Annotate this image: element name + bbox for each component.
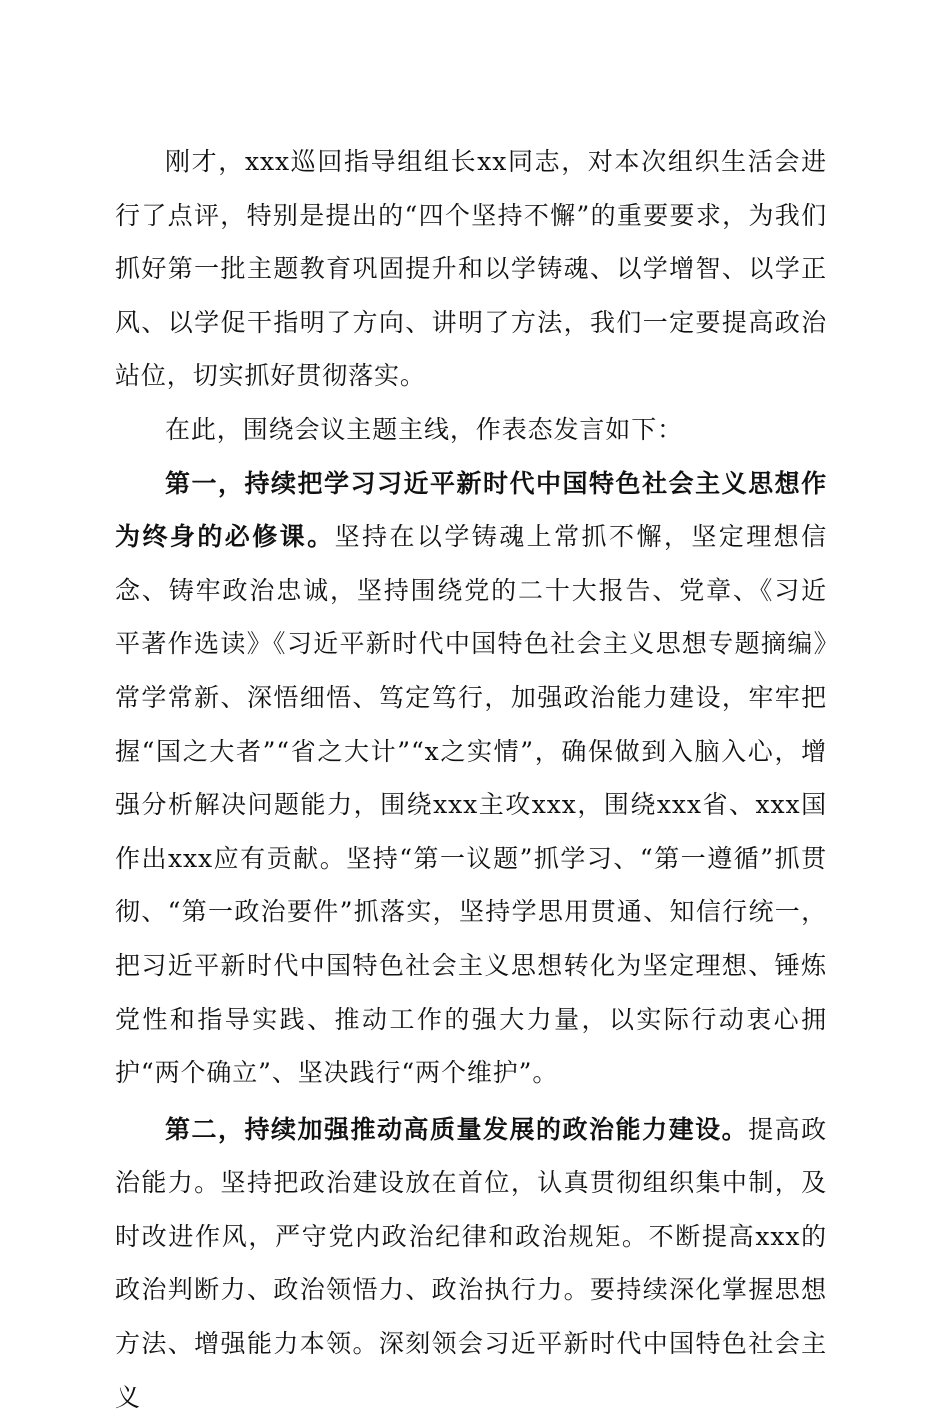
point-one-heading: 第一，持续把学习习近平新时代中国特色社会主义思想作为终身的必修课。 (115, 468, 827, 552)
paragraph-opening-text: 刚才，xxx巡回指导组组长xx同志，对本次组织生活会进行了点评，特别是提出的“四个坚持不懈”的重要要求，为我们抓好第一批主题教育巩固提升和以学铸魂、以学增智、以学正风、以学促干指明了方向、讲明了方法，我们一定要提高政治站位，切实抓好贯彻落实。 (115, 147, 827, 391)
point-two-heading: 第二，持续加强推动高质量发展的政治能力建设。 (165, 1114, 749, 1144)
paragraph-statement-intro-text: 在此，围绕会议主题主线，作表态发言如下： (165, 414, 684, 444)
document-body (115, 135, 827, 1424)
point-two-body: 提高政治能力。坚持把政治建设放在首位，认真贯彻组织集中制，及时改进作风，严守党内政治纪律和政治规矩。不断提高xxx的政治判断力、政治领悟力、政治执行力。要持续深化掌握思想方法、增强能力本领。深刻领会习近平新时代中国特色社会主义 (115, 1114, 828, 1412)
paragraph-opening (115, 135, 827, 403)
point-one-body: 坚持在以学铸魂上常抓不懈，坚定理想信念、铸牢政治忠诚，坚持围绕党的二十大报告、党章、《习近平著作选读》《习近平新时代中国特色社会主义思想专题摘编》常学常新、深悟细悟、笃定笃行，加强政治能力建设，牢牢把握“国之大者”“省之大计”“x之实情”，确保做到入脑入心，增强分析解决问题能力，围绕xxx主攻xxx，围绕xxx省、xxx国作出xxx应有贡献。坚持“第一议题”抓学习、“第一遵循”抓贯彻、“第一政治要件”抓落实，坚持学思用贯通、知信行统一，把习近平新时代中国特色社会主义思想转化为坚定理想、锤炼党性和指导实践、推动工作的强大力量，以实际行动衷心拥护“两个确立”、坚决践行“两个维护”。 (115, 522, 828, 1088)
paragraph-point-two (115, 1103, 827, 1424)
paragraph-statement-intro (115, 403, 827, 457)
paragraph-point-one (115, 457, 827, 1100)
